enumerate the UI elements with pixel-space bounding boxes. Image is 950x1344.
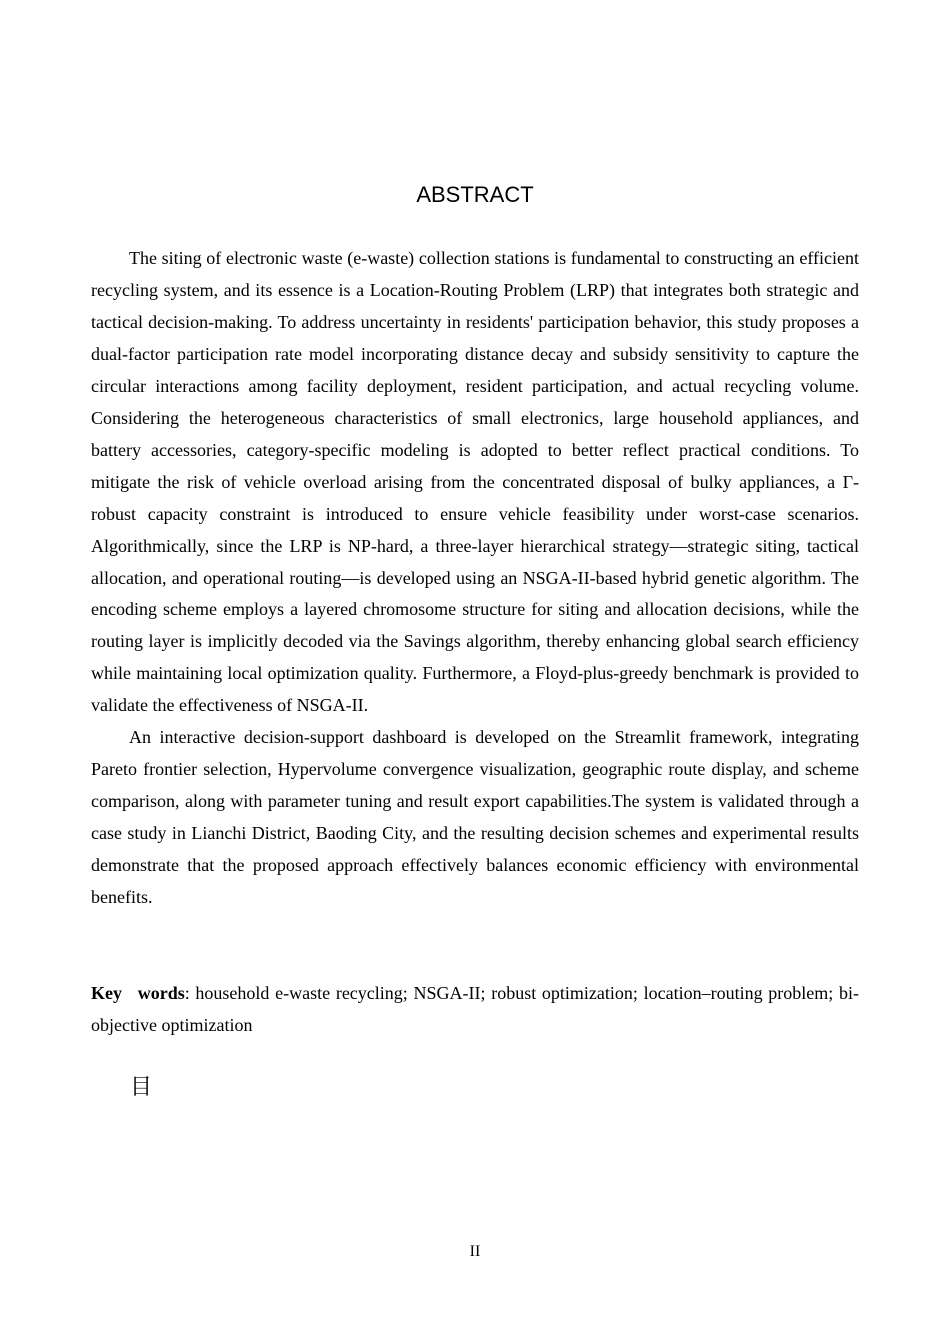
abstract-paragraph-2: An interactive decision-support dashboard is developed on the Streamlit framework, integrating Pareto frontier selection, Hypervolume convergence visualization, geographic route display, and scheme comparison, along with parameter tuning and result export capabilities.The system is validated through a case study in Lianchi District, Baoding City, and the resulting decision schemes and experimental results demonstrate that the proposed approach effectively balances economic efficiency with environmental benefits. (91, 727, 859, 908)
abstract-title: ABSTRACT (416, 182, 534, 207)
abstract-body (91, 243, 859, 914)
keywords (91, 977, 859, 1041)
keywords-list: : household e-waste recycling; NSGA-II; robust optimization; location–routing problem; bi-objective optimization (91, 983, 859, 1035)
abstract-paragraph-1: The siting of electronic waste (e-waste) collection stations is fundamental to constructing an efficient recycling system, and its essence is a Location-Routing Problem (LRP) that integrates both strategic and tactical decision-making. To address uncertainty in residents' participation behavior, this study proposes a dual-factor participation rate model incorporating distance decay and subsidy sensitivity to capture the circular interactions among facility deployment, resident participation, and actual recycling volume. Considering the heterogeneous characteristics of small electronics, large household appliances, and battery accessories, category-specific modeling is adopted to better reflect practical conditions. To mitigate the risk of vehicle overload arising from the concentrated disposal of bulky appliances, a Γ-robust capacity constraint is introduced to ensure vehicle feasibility under worst-case scenarios. Algorithmically, since the LRP is NP-hard, a three-layer hierarchical strategy—strategic siting, tactical allocation, and operational routing—is developed using an NSGA-II-based hybrid genetic algorithm. The encoding scheme employs a layered chromosome structure for siting and allocation decisions, while the routing layer is implicitly decoded via the Savings algorithm, thereby enhancing global search efficiency while maintaining local optimization quality. Furthermore, a Floyd-plus-greedy benchmark is provided to validate the effectiveness of NSGA-II. (91, 248, 859, 716)
page-number: II (469, 1243, 481, 1260)
keywords-label: Key words (91, 983, 185, 1003)
table-of-contents-heading: 目 (130, 1075, 153, 1100)
